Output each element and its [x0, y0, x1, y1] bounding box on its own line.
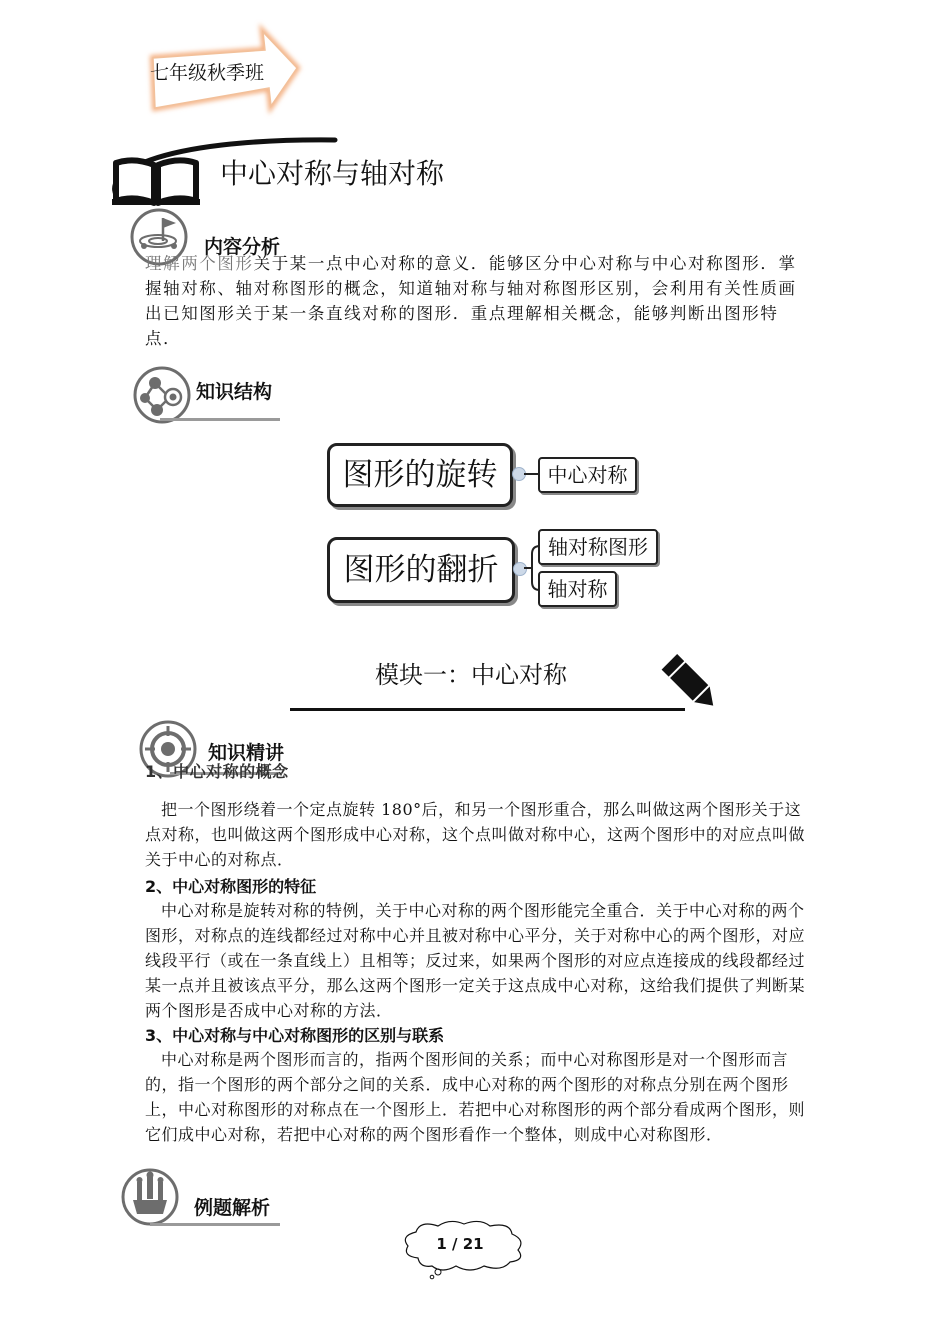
module-underline: [290, 708, 685, 711]
open-book-icon: [110, 155, 202, 207]
section-underline: [150, 1223, 280, 1226]
chess-pieces-icon: [121, 1168, 179, 1226]
intro-paragraph: [145, 251, 807, 351]
pencil-icon: [662, 652, 722, 714]
knowledge-paragraph-2: 中心对称是旋转对称的特例，关于中心对称的两个图形能完全重合．关于中心对称的两个图形，对称点的连线都经过对称中心并且被对称中心平分，关于对称中心的两个图形，对应线段平行（或在一条直线上）且相等；反过来，如果两个图形的对应点连接成的线段都经过某一点并且被该点平分，那么这两个图形一定关于这点成中心对称，这给我们提供了判断某两个图形是否成中心对称的方法．: [145, 901, 806, 1020]
mindmap-leaf-axial-figure: 轴对称图形: [538, 529, 658, 565]
knowledge-paragraph-3: 中心对称是两个图形而言的，指两个图形间的关系；而中心对称图形是对一个图形而言的，指一个图形的两个部分之间的关系．成中心对称的两个图形的对称点分别在两个图形上，中心对称图形的对称点在一个图形上．若把中心对称图形的两个部分看成两个图形，则它们成中心对称，若把中心对称的两个图形看作一个整体，则成中心对称图形．: [145, 1050, 806, 1144]
mindmap-node-flip: 图形的翻折: [327, 537, 515, 603]
page-title: 中心对称与轴对称: [220, 157, 445, 190]
network-nodes-icon: [133, 366, 191, 424]
section-examples: 例题解析: [194, 1197, 271, 1219]
mindmap-leaf-axial-symmetry: 轴对称: [538, 571, 617, 607]
intro-text: 关于某一点中心对称的意义．能够区分中心对称与中心对称图形．掌握轴对称、轴对称图形的概念，知道轴对称与轴对称图形区别，会利用有关性质画出已知图形关于某一条直线对称的图形．重点理解相关概念，能够判断出图形特点．: [145, 254, 797, 348]
mindmap-node-rotation: 图形的旋转: [327, 443, 513, 507]
section-knowledge-detail: 知识精讲: [208, 742, 285, 764]
section-content-analysis: 内容分析: [204, 236, 281, 258]
page-number: 1 / 21: [436, 1235, 484, 1253]
connector-line: [524, 473, 538, 475]
module-title: 模块一：中心对称: [375, 661, 567, 689]
intro-lead: 理解两个图形: [145, 254, 254, 273]
knowledge-paragraph-1: 把一个图形绕着一个定点旋转 180°后，和另一个图形重合，那么叫做这两个图形关于这点对称，也叫做这两个图形成中心对称，这个点叫做对称中心，这两个图形中的对应点叫做关于中心的对称点．: [145, 800, 806, 869]
grade-label: 七年级秋季班: [150, 62, 265, 84]
mindmap-leaf-central-symmetry: 中心对称: [538, 457, 637, 493]
section-underline: [160, 418, 280, 421]
knowledge-heading-3: 3、中心对称与中心对称图形的区别与联系: [145, 1026, 445, 1045]
knowledge-heading-1: 1、中心对称的概念: [145, 762, 289, 781]
section-knowledge-structure: 知识结构: [196, 381, 273, 403]
knowledge-heading-2: 2、中心对称图形的特征: [145, 877, 317, 896]
